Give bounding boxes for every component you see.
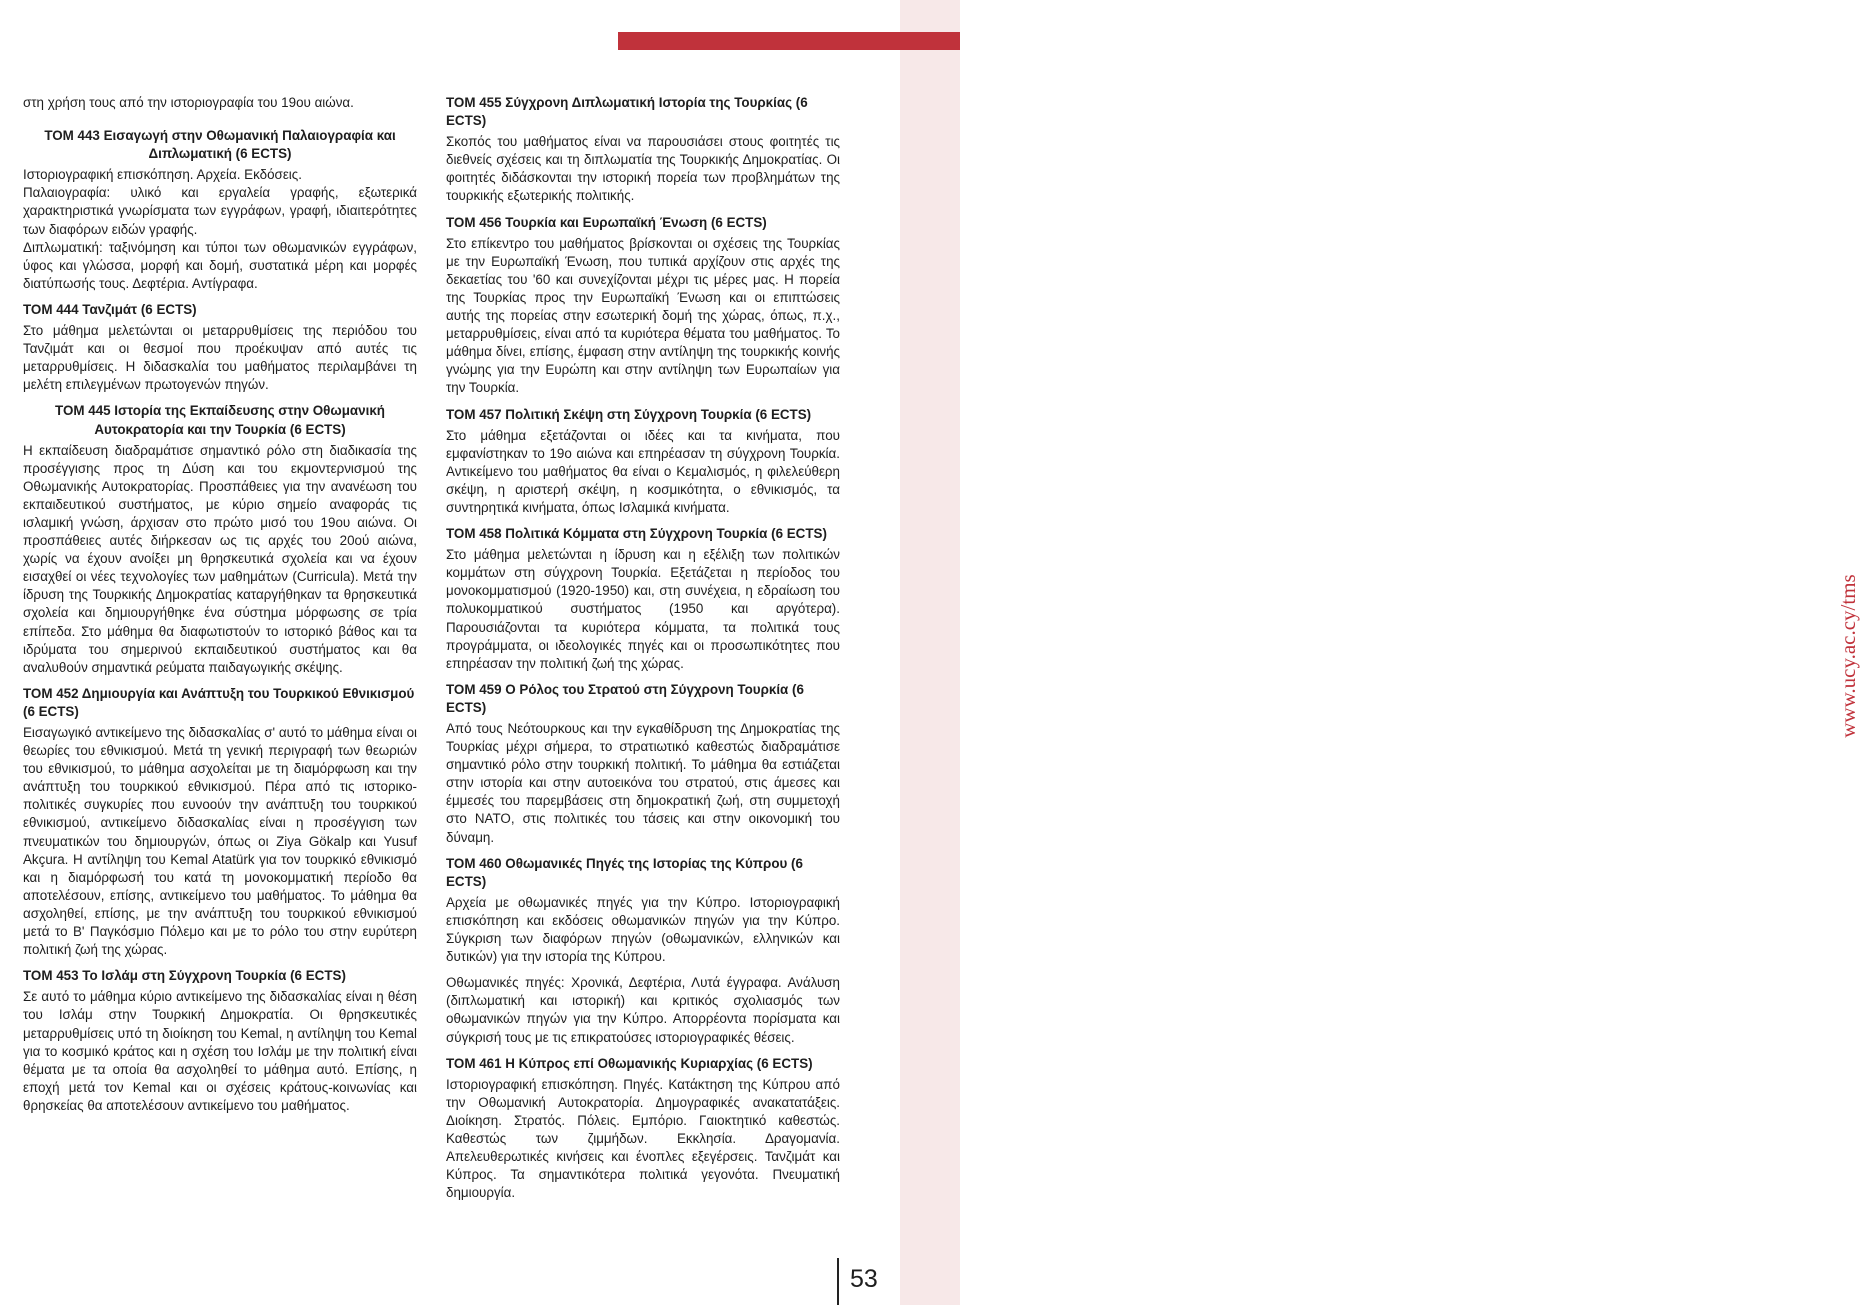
course-459-title: ΤΟΜ 459 Ο Ρόλος του Στρατού στη Σύγχρονη Τουρκία (6 ECTS) [446, 681, 804, 715]
right-column [446, 94, 840, 1202]
course-444-body: Στο μάθημα μελετώνται οι μεταρρυθμίσεις της περιόδου του Τανζιμάτ και οι θεσμοί που προέκυψαν από αυτές τις μεταρρυθμίσεις. Η διδασκαλία του μαθήματος περιλαμβάνει τη μελέτη επιλεγμένων πρωτογενών πηγών. [23, 323, 417, 393]
side-margin-band [900, 0, 1860, 1305]
header-accent-bar [618, 32, 960, 50]
page-number: 53 [850, 1265, 878, 1293]
course-452-body: Εισαγωγικό αντικείμενο της διδασκαλίας σ' αυτό το μάθημα είναι οι θεωρίες του εθνικισμού. Μετά τη γενική περιγραφή των θεωριών του εθνικισμού, το μάθημα ασχολείται με τη διαμόρφωση και την ανάπτυξη του τουρκικού εθνικισμού. Πέρα από τις ιστορικο-πολιτικές συγκυρίες που ευνοούν την ανάπτυξη του τουρκικού εθνικισμού, αντικείμενο διδασκαλίας είναι η προσέγγιση των πνευματικών του δημιουργών, όπως οι Ziya Gökalp και Yusuf Akçura. Η αντίληψη του Kemal Atatürk για τον τουρκικό εθνικισμό και η διαμόρφωσή του κατά τη μονοκομματική περίοδο θα αποτελέσουν, επίσης, αντικείμενο του μαθήματος. Το μάθημα θα ασχοληθεί, επίσης, με την ανάπτυξη του τουρκικού εθνικισμού μετά το Β' Παγκόσμιο Πόλεμο και με το ρόλο του στην ευρύτερη πολιτική ζωή της χώρας. [23, 725, 417, 958]
course-445-title-line1: ΤΟΜ 445 Ιστορία της Εκπαίδευσης στην Οθωμανική [55, 403, 385, 419]
course-453-title: ΤΟΜ 453 Το Ισλάμ στη Σύγχρονη Τουρκία (6 ECTS) [23, 968, 346, 984]
course-456-body: Στο επίκεντρο του μαθήματος βρίσκονται οι σχέσεις της Τουρκίας με την Ευρωπαϊκή Ένωση, που τυπικά αρχίζουν στις αρχές της δεκαετίας του '60 και συνεχίζονται μέχρι τις μέρες μας. Η πορεία της Τουρκίας προς την Ευρωπαϊκή Ένωση και οι επιπτώσεις αυτής της πορείας στην εσωτερική δομή της χώρας, όπως, π.χ., μεταρρυθμίσεις, είναι από τα κυριότερα θέματα του μαθήματος. Το μάθημα δίνει, επίσης, έμφαση στην αντίληψη της τουρκικής κοινής γνώμης για την Ευρώπη και στην αντίληψη των Ευρωπαίων για την Τουρκία. [446, 235, 840, 396]
course-445-body: Η εκπαίδευση διαδραμάτισε σημαντικό ρόλο στη διαδικασία της προσέγγισης προς τη Δύση και του εκμοντερνισμού της Οθωμανικής Αυτοκρατορίας. Προσπάθειες για την ανανέωση του εκπαιδευτικού συστήματος, με κύριο σημείο αναφοράς τις ισλαμική γνώση, άρχισαν στο πρώτο μισό του 19ου αιώνα. Οι προσπάθειες αυτές διήρκεσαν ως τις αρχές του 20ού αιώνα, χωρίς να έχουν ανοίξει μη θρησκευτικά σχολεία και να έχουν εισαχθεί οι νέες τεχνολογίες των μαθημάτων (Curricula). Μετά την ίδρυση της Τουρκικής Δημοκρατίας καταργήθηκαν τα θρησκευτικά σχολεία και δημιουργήθηκε ένα σύστημα μόρφωσης σε τρία επίπεδα. Στο μάθημα θα διαφωτιστούν το ιστορικό βάθος και τα ιδρύματα του σημερινού εκπαιδευτικού συστήματος και θα αναλυθούν σημαντικά ρεύματα παιδαγωγικής σκέψης. [23, 442, 417, 675]
course-445-title-line2: Αυτοκρατορία και την Τουρκία (6 ECTS) [94, 421, 346, 437]
course-458-title: ΤΟΜ 458 Πολιτικά Κόμματα στη Σύγχρονη Τουρκία (6 ECTS) [446, 526, 827, 542]
course-460-p2: Οθωμανικές πηγές: Χρονικά, Δεφτέρια, Λυτά έγγραφα. Ανάλυση (διπλωματική και ιστορική) και κριτικός σχολιασμός των οθωμανικών πηγών για την Κύπρο. Απορρέοντα πορίσματα και σύγκρισή τους με τις επικρατούσες ιστοριογραφικές θέσεις. [446, 975, 840, 1045]
course-460-title: ΤΟΜ 460 Οθωμανικές Πηγές της Ιστορίας της Κύπρου (6 ECTS) [446, 855, 803, 889]
course-443-p2: Παλαιογραφία: υλικό και εργαλεία γραφής, εξωτερικά χαρακτηριστικά γνωρίσματα των εγγράφων, γραφή, ιδιαιτερότητες των διαφόρων ειδών γραφής. [23, 185, 417, 237]
course-445-title [23, 402, 417, 438]
course-452-title [23, 685, 417, 721]
course-458-body: Στο μάθημα μελετώνται η ίδρυση και η εξέλιξη των πολιτικών κομμάτων στη σύγχρονη Τουρκία. Εξετάζεται η περίοδος του μονοκομματισμού (1920-1950) και, στη συνέχεια, η εδραίωση του πολυκομματικού συστήματος (1950 και αργότερα). Παρουσιάζονται τα κυριότερα κόμματα, τα πολιτικά τους προγράμματα, οι ιδεολογικές πηγές και οι προσωπικότητες που επηρέασαν την πολιτική ζωή της χώρας. [446, 547, 840, 671]
left-column [23, 94, 417, 1115]
course-443-title: ΤΟΜ 443 Εισαγωγή στην Οθωμανική Παλαιογραφία και Διπλωματική (6 ECTS) [44, 128, 396, 162]
course-461-title: ΤΟΜ 461 Η Κύπρος επί Οθωμανικής Κυριαρχίας (6 ECTS) [446, 1055, 813, 1071]
course-457-body: Στο μάθημα εξετάζονται οι ιδέες και τα κινήματα, που εμφανίστηκαν το 19ο αιώνα και επηρέασαν τη σύγχρονη Τουρκία. Αντικείμενο του μαθήματος θα είναι ο Κεμαλισμός, η φιλελεύθερη σκέψη, η αριστερή σκέψη, η κοσμικότητα, ο εθνικισμός, τα συντηρητικά κινήματα, όπως Ισλαμικά κινήματα. [446, 427, 840, 515]
course-443-p1: Ιστοριογραφική επισκόπηση. Αρχεία. Εκδόσεις. [23, 167, 302, 183]
course-459-body: Από τους Νεότουρκους και την εγκαθίδρυση της Δημοκρατίας της Τουρκίας μέχρι σήμερα, το στρατιωτικό καθεστώς διαδραμάτισε σημαντικό ρόλο στην τουρκική πολιτική. Το μάθημα θα εστιάζεται στην ιστορία και στην αυτοεικόνα του στρατού, στις άμεσες και έμμεσές του παρεμβάσεις στη δημοκρατική ζωή, στη συμμετοχή στο ΝΑΤΟ, στις πολιτικές του τάσεις και στην οικονομική του δύναμη. [446, 721, 840, 845]
intro-text: στη χρήση τους από την ιστοριογραφία του 19ου αιώνα. [23, 95, 354, 110]
website-url[interactable]: www.ucy.ac.cy/tms [1836, 574, 1860, 738]
course-444-title: ΤΟΜ 444 Τανζιμάτ (6 ECTS) [23, 301, 197, 317]
course-461-body: Ιστοριογραφική επισκόπηση. Πηγές. Κατάκτηση της Κύπρου από την Οθωμανική Αυτοκρατορία. Δημογραφικές ανακατατάξεις. Διοίκηση. Στρατός. Πόλεις. Εμπόριο. Γαιοκτητικό καθεστώς. Καθεστώς των ζιμμήδων. Εκκλησία. Δραγομανία. Απελευθερωτικές κινήσεις και ένοπλες εξεγέρσεις. Τανζιμάτ και Κύπρος. Τα σημαντικότερα πολιτικά γεγονότα. Πνευματική δημιουργία. [446, 1076, 840, 1201]
course-456-title: ΤΟΜ 456 Τουρκία και Ευρωπαϊκή Ένωση (6 ECTS) [446, 214, 767, 230]
course-452-title-line1: ΤΟΜ 452 Δημιουργία και Ανάπτυξη του Τουρκικού Εθνικισμού [23, 685, 415, 701]
course-460-p1: Αρχεία με οθωμανικές πηγές για την Κύπρο. Ιστοριογραφική επισκόπηση και εκδόσεις οθωμανικών πηγών για την Κύπρο. Σύγκριση των διαφόρων πηγών (οθωμανικών, ελληνικών και δυτικών) για την ιστορία της Κύπρου. [446, 894, 840, 965]
course-455-title: ΤΟΜ 455 Σύγχρονη Διπλωματική Ιστορία της Τουρκίας (6 ECTS) [446, 95, 808, 129]
course-443-p3: Διπλωματική: ταξινόμηση και τύποι των οθωμανικών εγγράφων, ύφος και γλώσσα, μορφή και δομή, συστατικά μέρη και μορφές διατύπωσής τους. Δεφτέρια. Αντίγραφα. [23, 239, 417, 291]
course-452-title-line2: (6 ECTS) [23, 703, 79, 719]
page-number-rule [837, 1258, 839, 1305]
course-455-body: Σκοπός του μαθήματος είναι να παρουσιάσει στους φοιτητές τις διεθνείς σχέσεις και τη διπλωματία της Τουρκικής Δημοκρατίας. Οι φοιτητές διδάσκονται την ιστορική πορεία των προβλημάτων της τουρκικής εξωτερικής πολιτικής. [446, 134, 840, 204]
course-457-title: ΤΟΜ 457 Πολιτική Σκέψη στη Σύγχρονη Τουρκία (6 ECTS) [446, 406, 812, 422]
course-453-body: Σε αυτό το μάθημα κύριο αντικείμενο της διδασκαλίας είναι η θέση του Ισλάμ στην Τουρκική Δημοκρατία. Οι θρησκευτικές μεταρρυθμίσεις υπό τη διοίκηση του Kemal, η αντίληψη του Kemal για το κοσμικό κράτος και η σχέση του Ισλάμ με την πολιτική είναι θέματα με τα οποία θα ασχοληθεί το μάθημα αυτό. Επίσης, η εποχή μετά τον Kemal και οι σχέσεις κράτους-κοινωνίας και θρησκείας θα αποτελέσουν αντικείμενο του μαθήματος. [23, 989, 417, 1113]
